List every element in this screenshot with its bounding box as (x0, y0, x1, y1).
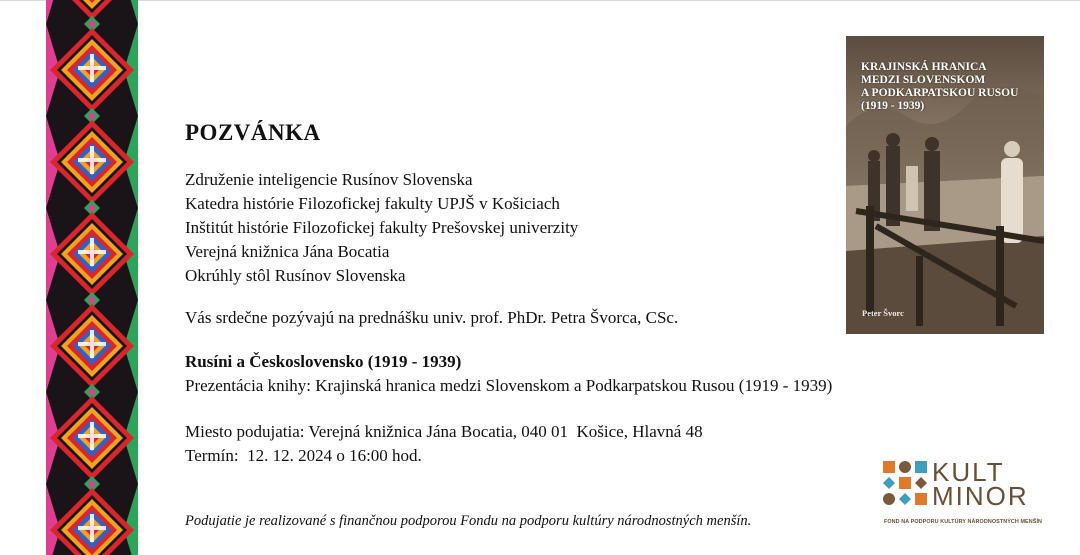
funding-footnote: Podujatie je realizované s finančnou podporou Fondu na podporu kultúry národnostných menšín. (185, 513, 752, 529)
invite-text: Vás srdečne pozývajú na prednášku univ. prof. PhDr. Petra Švorca, CSc. (185, 308, 679, 327)
book-title-line-1: KRAJINSKÁ HRANICA (861, 61, 987, 73)
book-author: Peter Švorc (862, 308, 904, 318)
logo-tagline: FOND NA PODPORU KULTÚRY NÁRODNOSTNÝCH MENŠÍN (884, 519, 1043, 525)
logo-word-minor: MINOR (932, 481, 1029, 511)
book-presentation: Prezentácia knihy: Krajinská hranica medzi Slovenskom a Podkarpatskou Rusou (1919 - 1939) (185, 376, 833, 395)
organizer-list (185, 168, 578, 288)
event-venue: Miesto podujatia: Verejná knižnica Jána Bocatia, 040 01 Košice, Hlavná 48 (185, 422, 703, 441)
organizer-5: Okrúhly stôl Rusínov Slovenska (185, 266, 406, 285)
book-title-line-4: (1919 - 1939) (861, 100, 925, 112)
organizer-4: Verejná knižnica Jána Bocatia (185, 242, 390, 261)
invitation-title: POZVÁNKA (185, 120, 321, 145)
event-date: Termín: 12. 12. 2024 o 16:00 hod. (185, 446, 422, 465)
book-title (861, 61, 1036, 113)
lecture-title: Rusíni a Československo (1919 - 1939) (185, 352, 462, 371)
organizer-2: Katedra histórie Filozofickej fakulty UPJŠ v Košiciach (185, 194, 560, 213)
organizer-3: Inštitút histórie Filozofickej fakulty Prešovskej univerzity (185, 218, 579, 237)
folk-embroidery-border (46, 0, 138, 555)
logo-word-kult: KULT (932, 457, 1005, 487)
organizer-1: Združenie inteligencie Rusínov Slovenska (185, 170, 473, 189)
embroidery-pattern (46, 0, 138, 555)
kult-minor-logo (882, 457, 1043, 532)
logo-wordmark (932, 457, 1029, 511)
kult-minor-mark-icon (882, 460, 928, 506)
book-cover (846, 36, 1044, 334)
book-title-line-2: MEDZI SLOVENSKOM (861, 74, 986, 86)
book-title-line-3: A PODKARPATSKOU RUSOU (861, 87, 1019, 99)
top-rule (0, 0, 1080, 1)
